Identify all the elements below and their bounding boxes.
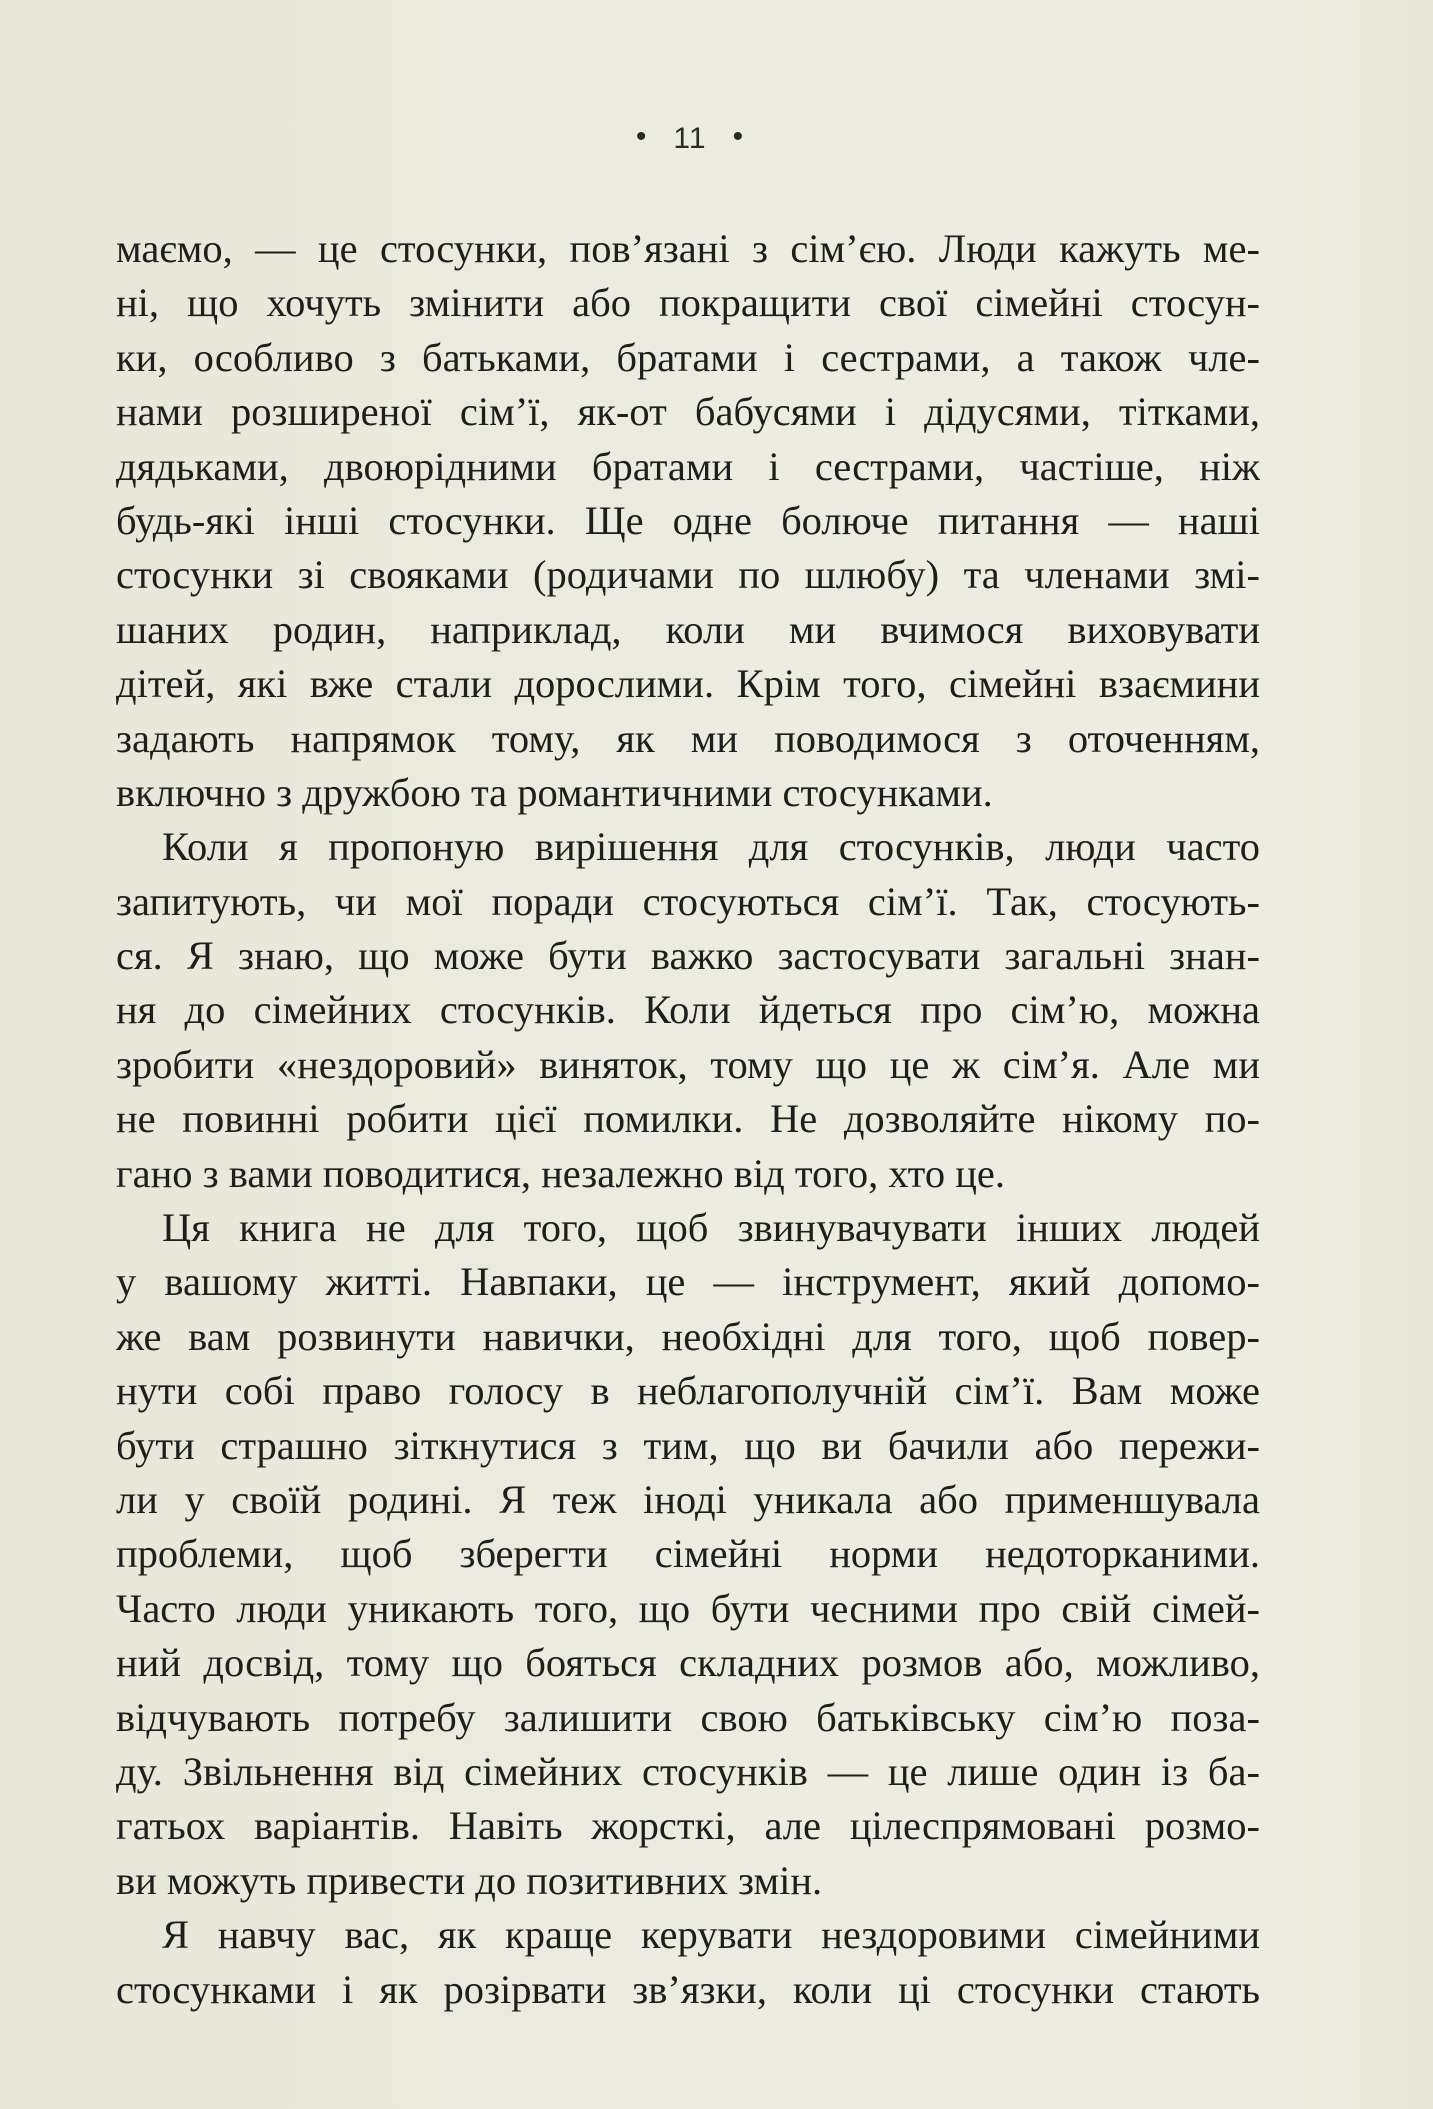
page-number — [0, 122, 1380, 156]
text-line: відчувають потребу залишити свою батьківську сім’ю поза- — [116, 1694, 1260, 1740]
text-line: Я навчу вас, як краще керувати нездоровими сімейними — [162, 1912, 1260, 1958]
text-line: гатьох варіантів. Навіть жорсткі, але цілеспрямовані розмо- — [116, 1803, 1260, 1849]
page-number-value: 11 — [673, 122, 707, 155]
text-line: задають напрямок тому, як ми поводимося з оточенням, — [116, 715, 1260, 761]
paragraph — [116, 1908, 1260, 2017]
text-line: не повинні робити цієї помилки. Не дозволяйте нікому по- — [116, 1096, 1260, 1142]
text-line: ся. Я знаю, що може бути важко застосувати загальні знан- — [116, 933, 1260, 979]
page-number-right-dot: • — [732, 120, 745, 153]
text-line: Ця книга не для того, щоб звинувачувати інших людей — [162, 1205, 1260, 1251]
text-line: ду. Звільнення від сімейних стосунків — це лише один із ба- — [116, 1748, 1260, 1794]
text-line: ні, що хочуть змінити або покращити свої сімейні стосун- — [116, 280, 1260, 326]
paragraph — [116, 1201, 1260, 1908]
text-line: ли у своїй родині. Я теж іноді уникала або применшувала — [116, 1476, 1260, 1522]
text-line: ки, особливо з батьками, братами і сестрами, а також чле- — [116, 334, 1260, 380]
text-line: запитують, чи мої поради стосуються сім’ї. Так, стосують- — [116, 878, 1260, 924]
text-line: шаних родин, наприклад, коли ми вчимося виховувати — [116, 606, 1260, 652]
text-line: ня до сімейних стосунків. Коли йдеться про сім’ю, можна — [116, 987, 1260, 1033]
text-line: стосунками і як розірвати зв’язки, коли ці стосунки стають — [116, 1966, 1260, 2012]
text-line: проблеми, щоб зберегти сімейні норми недоторканими. — [116, 1531, 1260, 1577]
text-line: гано з вами поводитися, незалежно від того, хто це. — [116, 1150, 1005, 1196]
text-line: ний досвід, тому що бояться складних розмов або, можливо, — [116, 1640, 1260, 1686]
text-line: маємо, — це стосунки, пов’язані з сім’єю. Люди кажуть ме- — [116, 226, 1260, 271]
text-line: зробити «нездоровий» виняток, тому що це ж сім’я. Але ми — [116, 1041, 1260, 1087]
text-line: бути страшно зіткнутися з тим, що ви бачили або пережи- — [116, 1422, 1260, 1468]
text-line: ви можуть привести до позитивних змін. — [116, 1857, 823, 1903]
text-line: нами розширеної сім’ї, як-от бабусями і дідусями, тітками, — [116, 389, 1260, 435]
paragraph — [116, 820, 1260, 1201]
paragraph — [116, 222, 1260, 820]
text-line: Коли я пропоную вирішення для стосунків, люди часто — [162, 824, 1260, 870]
text-line: нути собі право голосу в неблагополучній сім’ї. Вам може — [116, 1368, 1260, 1414]
body-text — [116, 222, 1260, 2017]
text-line: дітей, які вже стали дорослими. Крім того, сімейні взаємини — [116, 661, 1260, 707]
text-line: дядьками, двоюрідними братами і сестрами, частіше, ніж — [116, 443, 1260, 489]
text-line: включно з дружбою та романтичними стосунками. — [116, 769, 993, 815]
page-number-left-dot: • — [635, 120, 648, 153]
text-line: же вам розвинути навички, необхідні для того, щоб повер- — [116, 1313, 1260, 1359]
text-line: у вашому житті. Навпаки, це — інструмент, який допомо- — [116, 1259, 1260, 1305]
text-line: будь-які інші стосунки. Ще одне болюче питання — наші — [116, 497, 1260, 543]
text-line: Часто люди уникають того, що бути чесними про свій сімей- — [116, 1585, 1260, 1631]
text-line: стосунки зі свояками (родичами по шлюбу) та членами змі- — [116, 552, 1260, 598]
